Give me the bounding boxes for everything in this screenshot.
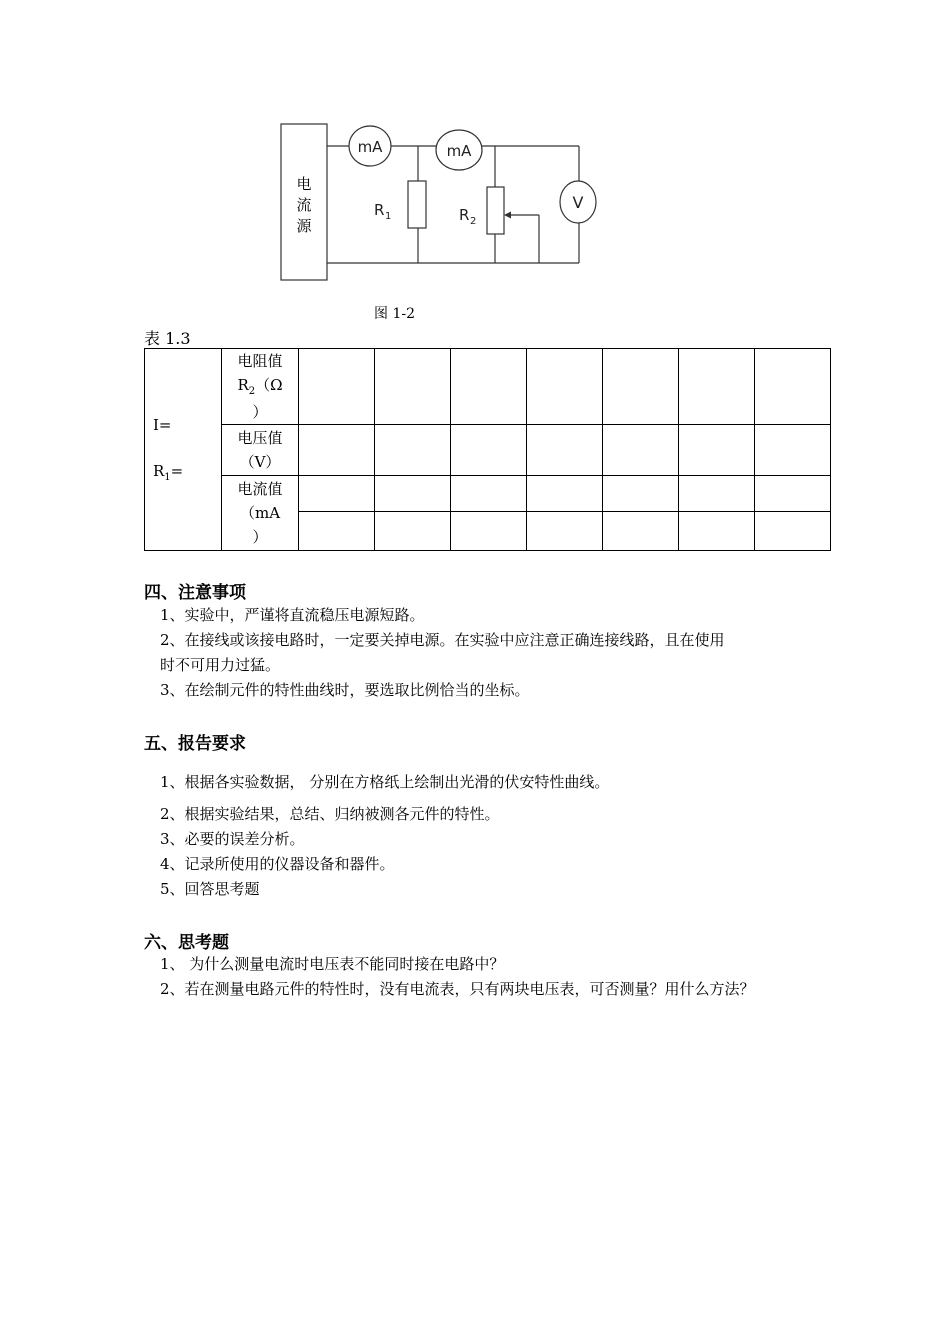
table-cell[interactable] bbox=[375, 512, 451, 551]
wiper-arrow-icon bbox=[504, 212, 511, 219]
r1-subscript: 1 bbox=[385, 211, 392, 222]
notes-line-4: 3、在绘制元件的特性曲线时，要选取比例恰当的坐标。 bbox=[160, 681, 530, 699]
table-cell[interactable] bbox=[603, 512, 679, 551]
table-cell[interactable] bbox=[679, 425, 755, 476]
table-cell[interactable] bbox=[375, 349, 451, 425]
r1-resistor bbox=[408, 181, 426, 228]
row-header-current: 电流值 （mA ） bbox=[222, 476, 299, 551]
report-line-5: 5、回答思考题 bbox=[160, 880, 260, 898]
section-title-questions: 六、思考题 bbox=[144, 933, 229, 953]
data-table-1-3 bbox=[144, 348, 831, 551]
table-cell[interactable] bbox=[451, 512, 527, 551]
table-cell[interactable] bbox=[527, 349, 603, 425]
r1-label: R bbox=[374, 201, 385, 219]
question-line-2: 2、若在测量电路元件的特性时，没有电流表，只有两块电压表，可否测量？用什么方法？ bbox=[160, 980, 755, 998]
report-line-4: 4、记录所使用的仪器设备和器件。 bbox=[160, 855, 395, 873]
table-cell[interactable] bbox=[679, 476, 755, 512]
table-cell[interactable] bbox=[679, 512, 755, 551]
section-title-notes: 四、注意事项 bbox=[144, 583, 246, 603]
notes-line-1: 1、实验中，严谨将直流稳压电源短路。 bbox=[160, 606, 425, 624]
ammeter-1-label: mA bbox=[357, 138, 383, 156]
table-cell[interactable] bbox=[603, 476, 679, 512]
table-cell[interactable] bbox=[755, 476, 831, 512]
table-cell[interactable] bbox=[527, 476, 603, 512]
table-cell[interactable] bbox=[755, 512, 831, 551]
table-cell[interactable] bbox=[527, 425, 603, 476]
fixed-params-cell bbox=[145, 349, 222, 551]
r2-label: R bbox=[459, 206, 470, 224]
table-cell[interactable] bbox=[299, 476, 375, 512]
table-cell[interactable] bbox=[755, 425, 831, 476]
question-line-1: 1、 为什么测量电流时电压表不能同时接在电路中？ bbox=[160, 955, 505, 973]
ammeter-2-label: mA bbox=[446, 142, 472, 160]
table-caption: 表 1.3 bbox=[144, 329, 191, 348]
table-cell[interactable] bbox=[375, 425, 451, 476]
table-cell[interactable] bbox=[451, 349, 527, 425]
report-line-3: 3、必要的误差分析。 bbox=[160, 830, 305, 848]
section-title-report: 五、报告要求 bbox=[144, 734, 246, 754]
table-cell[interactable] bbox=[299, 425, 375, 476]
table-cell[interactable] bbox=[603, 349, 679, 425]
table-cell[interactable] bbox=[451, 425, 527, 476]
report-line-1: 1、根据各实验数据， 分别在方格纸上绘制出光滑的伏安特性曲线。 bbox=[160, 773, 610, 791]
notes-line-3: 时不可用力过猛。 bbox=[160, 656, 281, 674]
table-cell[interactable] bbox=[603, 425, 679, 476]
table-cell[interactable] bbox=[451, 476, 527, 512]
report-line-2: 2、根据实验结果，总结、归纳被测各元件的特性。 bbox=[160, 805, 500, 823]
table-cell[interactable] bbox=[299, 512, 375, 551]
current-label: I= bbox=[153, 416, 172, 434]
table-cell[interactable] bbox=[299, 349, 375, 425]
voltmeter-label: V bbox=[572, 193, 584, 212]
row-header-resistance: 电阻值 $R_2(\Omega$ ） bbox=[222, 349, 299, 425]
table-cell[interactable] bbox=[527, 512, 603, 551]
table-cell[interactable] bbox=[679, 349, 755, 425]
r1-param-label: $R_1=$ bbox=[153, 462, 184, 483]
notes-line-2: 2、在接线或该接电路时，一定要关掉电源。在实验中应注意正确连接线路，且在使用 bbox=[160, 631, 725, 649]
r2-rheostat bbox=[487, 187, 504, 234]
r2-subscript: 2 bbox=[470, 216, 477, 227]
current-source-label: 电 流 源 bbox=[296, 175, 312, 235]
table-cell[interactable] bbox=[755, 349, 831, 425]
row-header-voltage: 电压值 （V） bbox=[222, 425, 299, 476]
table-cell[interactable] bbox=[375, 476, 451, 512]
circuit-diagram bbox=[0, 0, 950, 330]
figure-caption: 图 1-2 bbox=[374, 306, 415, 322]
